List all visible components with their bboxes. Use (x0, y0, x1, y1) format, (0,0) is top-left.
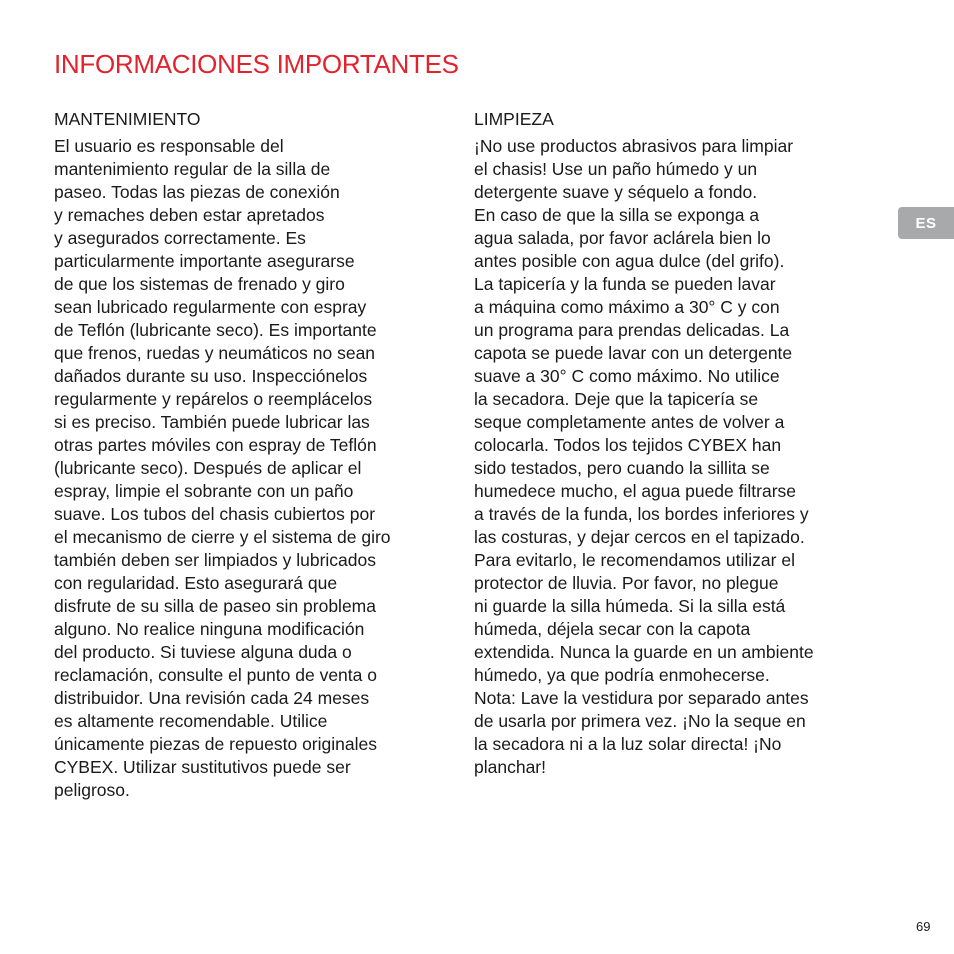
cleaning-body (474, 135, 859, 779)
cleaning-line: ni guarde la silla húmeda. Si la silla está (474, 596, 786, 616)
cleaning-line: húmedo, ya que podría enmohecerse. (474, 665, 770, 685)
cleaning-line: protector de lluvia. Por favor, no plegue (474, 573, 779, 593)
maintenance-line: distribuidor. Una revisión cada 24 meses (54, 688, 370, 708)
maintenance-line: es altamente recomendable. Utilice (54, 711, 328, 731)
maintenance-line: únicamente piezas de repuesto originales (54, 734, 377, 754)
maintenance-line: paseo. Todas las piezas de conexión (54, 182, 340, 202)
cleaning-line: humedece mucho, el agua puede filtrarse (474, 481, 797, 501)
maintenance-line: espray, limpie el sobrante con un paño (54, 481, 354, 501)
maintenance-line: que frenos, ruedas y neumáticos no sean (54, 343, 376, 363)
maintenance-line: CYBEX. Utilizar sustitutivos puede ser (54, 757, 351, 777)
maintenance-line: del producto. Si tuviese alguna duda o (54, 642, 352, 662)
maintenance-section (54, 108, 439, 802)
cleaning-line: las costuras, y dejar cercos en el tapizado. (474, 527, 805, 547)
maintenance-line: regularmente y repárelos o reemplácelos (54, 389, 373, 409)
maintenance-line: alguno. No realice ninguna modificación (54, 619, 365, 639)
maintenance-line: (lubricante seco). Después de aplicar el (54, 458, 362, 478)
maintenance-line: si es preciso. También puede lubricar las (54, 412, 370, 432)
cleaning-line: la secadora ni a la luz solar directa! ¡No (474, 734, 782, 754)
cleaning-line: a máquina como máximo a 30° C y con (474, 297, 780, 317)
maintenance-line: y asegurados correctamente. Es (54, 228, 306, 248)
page-number: 69 (916, 919, 931, 934)
maintenance-line: El usuario es responsable del (54, 136, 284, 156)
maintenance-line: de que los sistemas de frenado y giro (54, 274, 345, 294)
cleaning-line: un programa para prendas delicadas. La (474, 320, 790, 340)
cleaning-section (474, 108, 859, 779)
cleaning-heading: LIMPIEZA (474, 109, 554, 129)
cleaning-line: capota se puede lavar con un detergente (474, 343, 793, 363)
maintenance-line: reclamación, consulte el punto de venta o (54, 665, 377, 685)
maintenance-line: sean lubricado regularmente con espray (54, 297, 367, 317)
cleaning-line: suave a 30° C como máximo. No utilice (474, 366, 780, 386)
cleaning-line: a través de la funda, los bordes inferiores y (474, 504, 809, 524)
cleaning-line: antes posible con agua dulce (del grifo). (474, 251, 785, 271)
maintenance-body (54, 135, 439, 802)
cleaning-line: sido testados, pero cuando la sillita se (474, 458, 770, 478)
maintenance-line: de Teflón (lubricante seco). Es importante (54, 320, 377, 340)
language-tab: ES (898, 207, 954, 239)
cleaning-line: colocarla. Todos los tejidos CYBEX han (474, 435, 782, 455)
cleaning-line: detergente suave y séquelo a fondo. (474, 182, 758, 202)
cleaning-line: ¡No use productos abrasivos para limpiar (474, 136, 794, 156)
cleaning-line: extendida. Nunca la guarde en un ambiente (474, 642, 814, 662)
cleaning-line: Para evitarlo, le recomendamos utilizar el (474, 550, 795, 570)
maintenance-line: disfrute de su silla de paseo sin problema (54, 596, 376, 616)
maintenance-line: particularmente importante asegurarse (54, 251, 355, 271)
maintenance-line: el mecanismo de cierre y el sistema de giro (54, 527, 391, 547)
maintenance-line: suave. Los tubos del chasis cubiertos por (54, 504, 376, 524)
cleaning-line: la secadora. Deje que la tapicería se (474, 389, 759, 409)
cleaning-line: el chasis! Use un paño húmedo y un (474, 159, 758, 179)
maintenance-line: y remaches deben estar apretados (54, 205, 325, 225)
cleaning-line: seque completamente antes de volver a (474, 412, 785, 432)
maintenance-line: con regularidad. Esto asegurará que (54, 573, 338, 593)
cleaning-line: agua salada, por favor aclárela bien lo (474, 228, 771, 248)
cleaning-line: Nota: Lave la vestidura por separado antes (474, 688, 809, 708)
maintenance-line: también deben ser limpiados y lubricados (54, 550, 376, 570)
maintenance-line: peligroso. (54, 780, 130, 800)
page-title: INFORMACIONES IMPORTANTES (54, 49, 459, 79)
cleaning-line: de usarla por primera vez. ¡No la seque en (474, 711, 806, 731)
cleaning-line: En caso de que la silla se exponga a (474, 205, 760, 225)
maintenance-line: otras partes móviles con espray de Teflón (54, 435, 377, 455)
cleaning-line: La tapicería y la funda se pueden lavar (474, 274, 776, 294)
maintenance-line: mantenimiento regular de la silla de (54, 159, 331, 179)
cleaning-line: planchar! (474, 757, 546, 777)
cleaning-line: húmeda, déjela secar con la capota (474, 619, 751, 639)
maintenance-line: dañados durante su uso. Inspecciónelos (54, 366, 368, 386)
maintenance-heading: MANTENIMIENTO (54, 109, 201, 129)
